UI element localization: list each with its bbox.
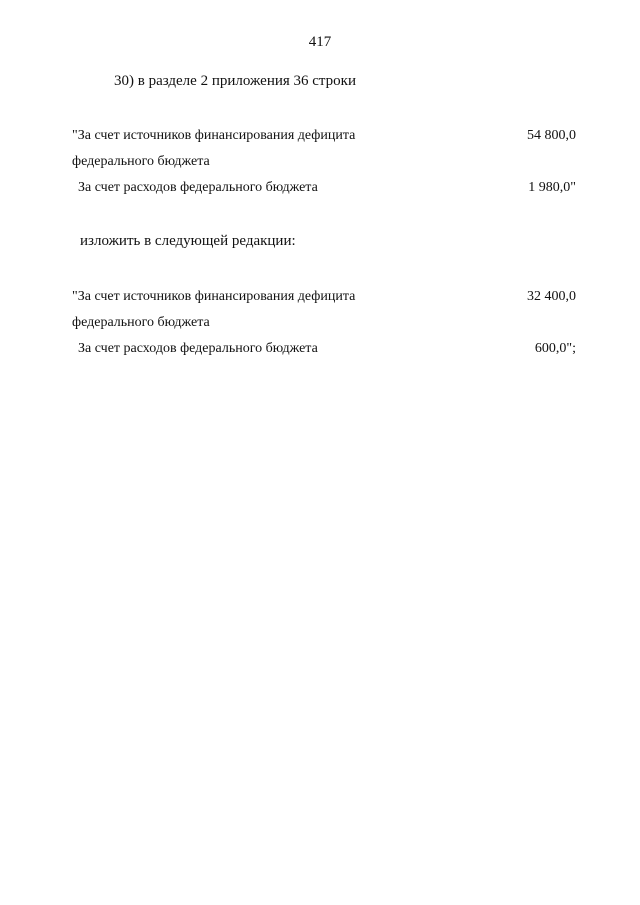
new-row-expenses-label: За счет расходов федерального бюджета	[78, 341, 318, 356]
old-row-expenses-value: 1 980,0"	[528, 180, 576, 195]
new-row-sources	[0, 287, 640, 307]
page-number: 417	[308, 34, 332, 50]
new-row-sources-continuation	[0, 313, 640, 333]
new-row-expenses-value: 600,0";	[534, 341, 576, 356]
old-row-sources	[0, 126, 640, 146]
old-row-expenses	[0, 178, 640, 198]
new-row-sources-value: 32 400,0	[527, 289, 576, 304]
old-row-sources-value: 54 800,0	[527, 128, 576, 143]
old-row-sources-label: "За счет источников финансирования дефицита	[72, 128, 356, 143]
old-row-expenses-label: За счет расходов федерального бюджета	[78, 180, 318, 195]
new-row-sources-label-continued: федерального бюджета	[72, 315, 210, 330]
new-row-sources-label: "За счет источников финансирования дефицита	[72, 289, 356, 304]
old-row-sources-label-continued: федерального бюджета	[72, 154, 210, 169]
old-row-sources-continuation	[0, 152, 640, 172]
middle-paragraph: изложить в следующей редакции:	[80, 233, 296, 249]
intro-paragraph: 30) в разделе 2 приложения 36 строки	[114, 73, 356, 89]
new-row-expenses	[0, 339, 640, 359]
